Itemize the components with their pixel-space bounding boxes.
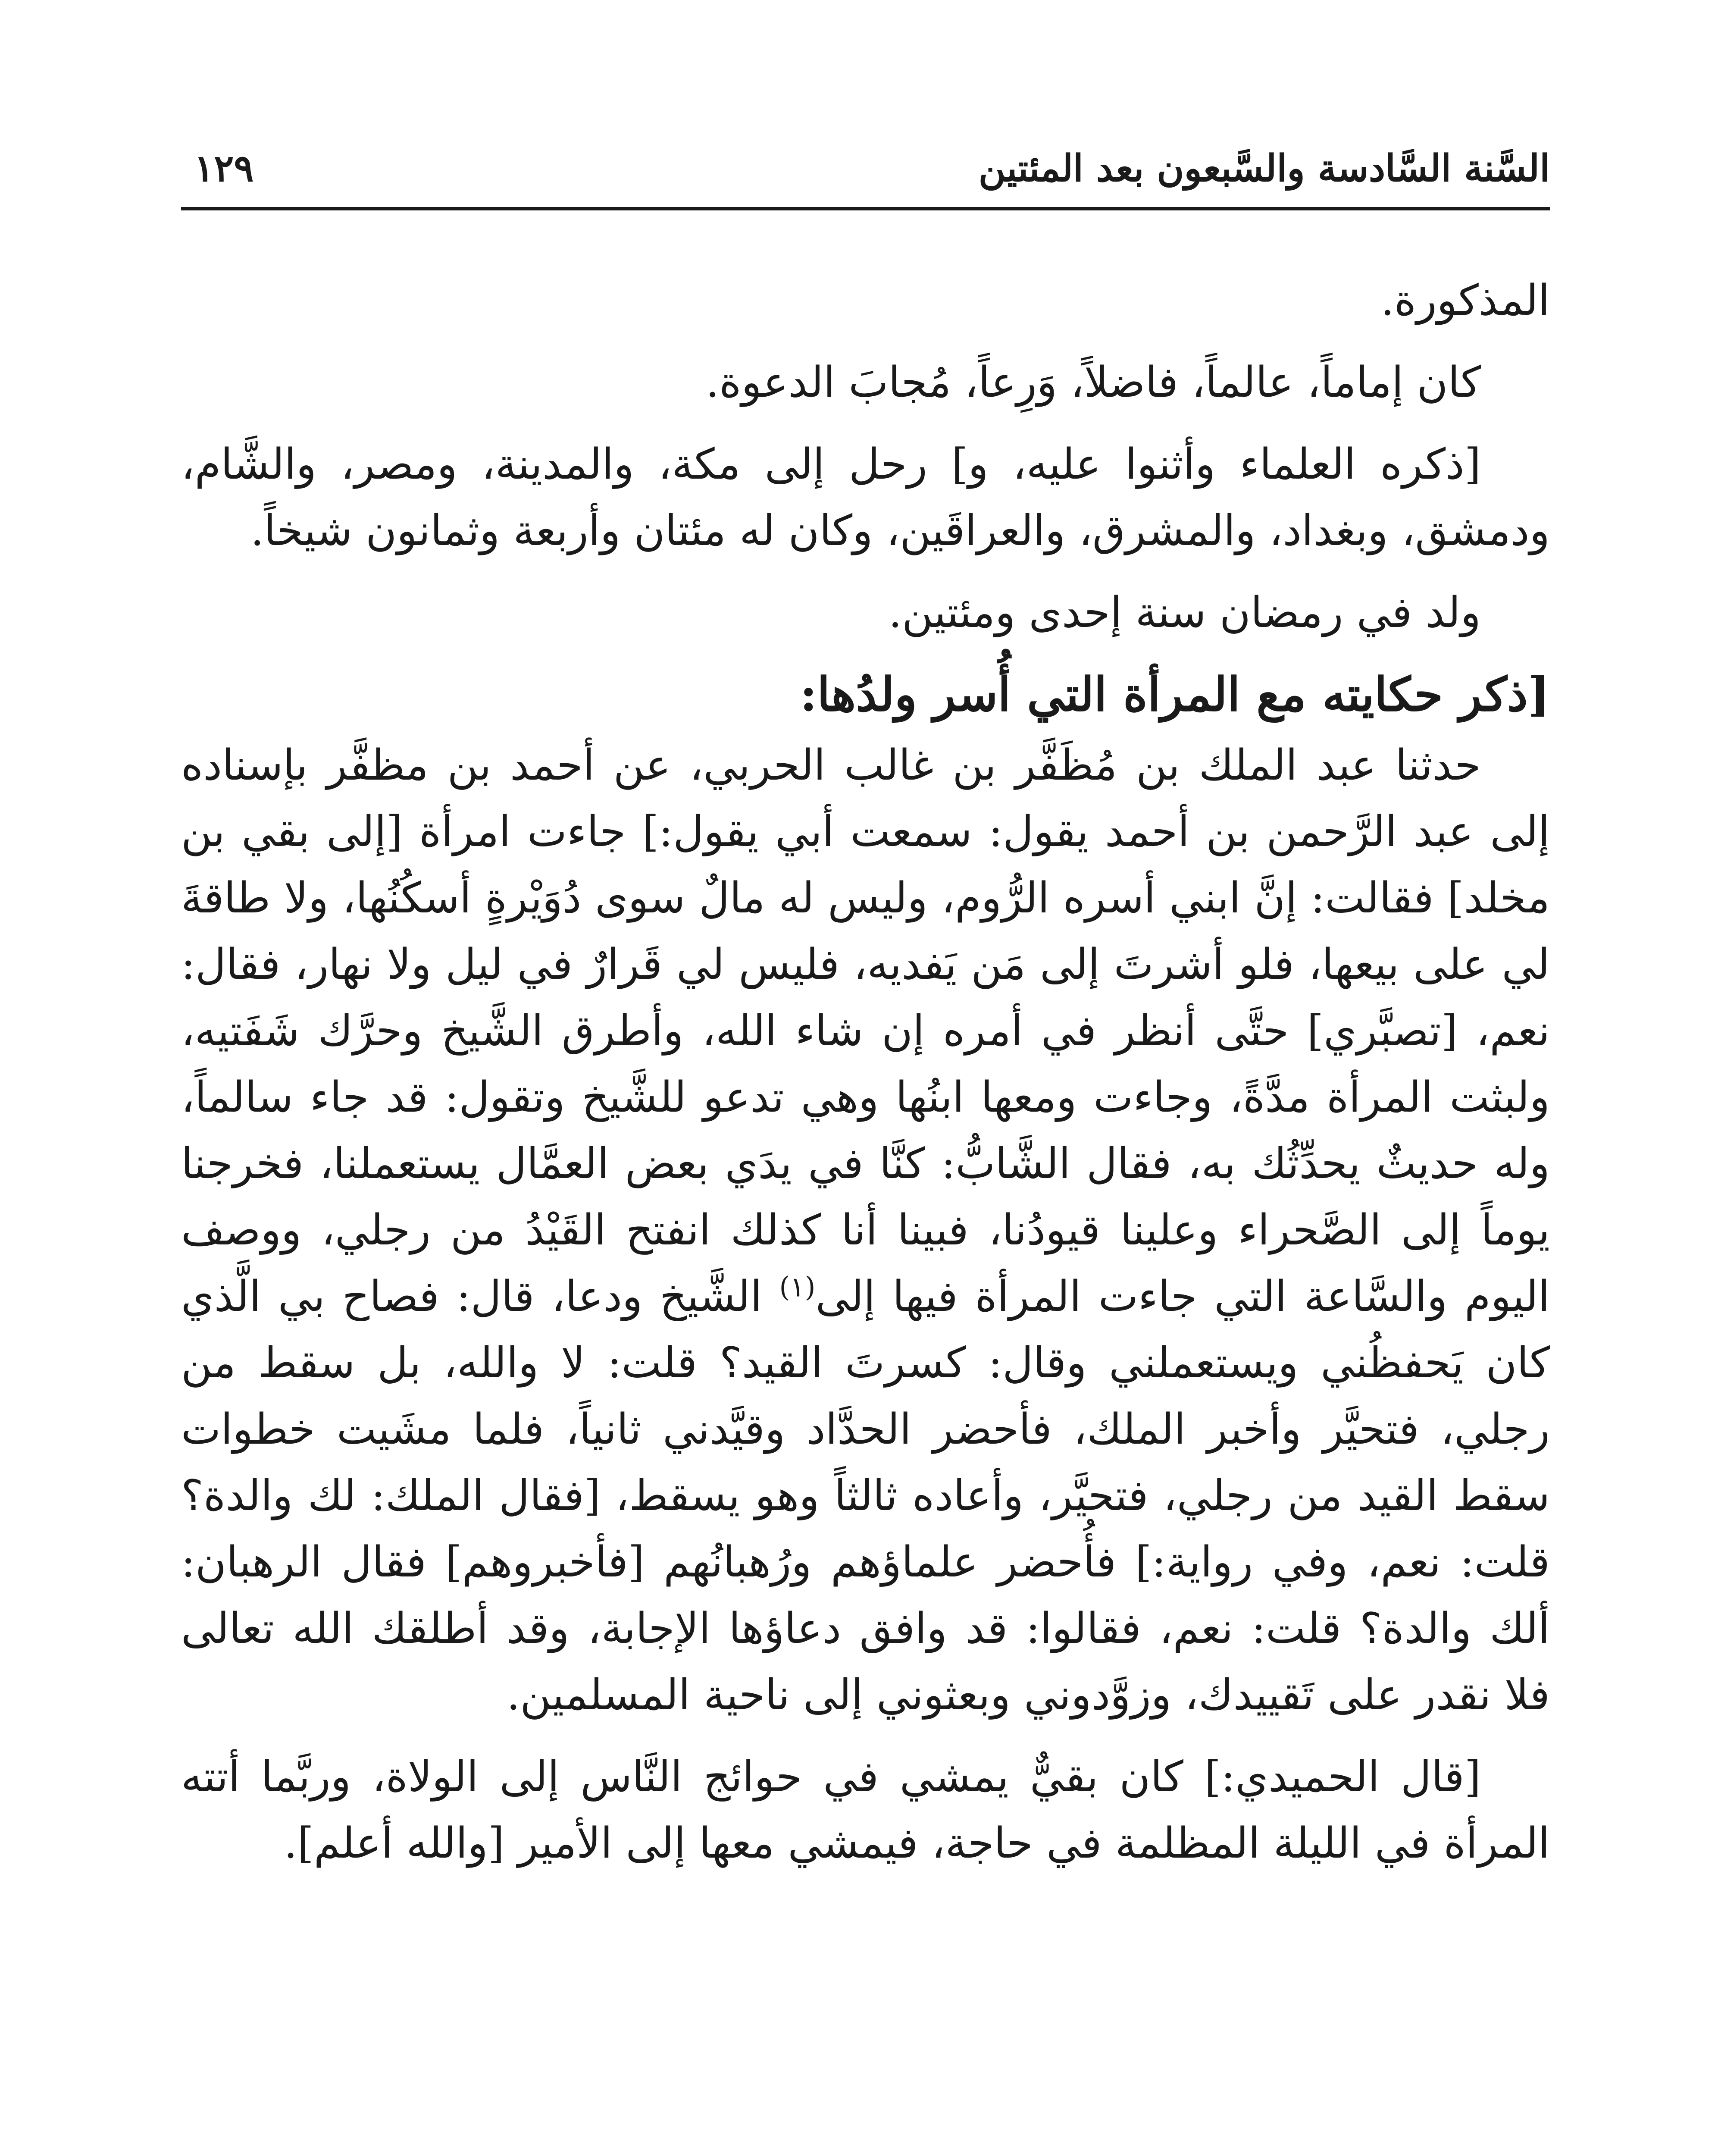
running-title: السَّنة السَّادسة والسَّبعون بعد المئتين [978, 147, 1550, 190]
paragraph-5-continuation: الشَّيخ ودعا، قال: فصاح بي الَّذي كان يَحفظُني ويستعملني وقال: كسرتَ القيد؟ قلت: لا والله، بل سقط من رجلي، فتحيَّر وأخبر الملك، فأحضر الحدَّاد وقيَّدني ثانياً، فلما مشَيت خطوات سقط القيد من رجلي، فتحيَّر، وأعاده ثالثاً وهو يسقط، [فقال الملك: لك والدة؟ قلت: نعم، وفي رواية:] فأُحضر علماؤهم ورُهبانُهم [فأخبروهم] فقال الرهبان: ألك والدة؟ قلت: نعم، فقالوا: قد وافق دعاؤها الإجابة، وقد أطلقك الله تعالى فلا نقدر على تَقييدك، وزوَّدوني وبعثوني إلى ناحية المسلمين. [181, 1272, 1550, 1720]
paragraph-1: المذكورة. [1380, 276, 1550, 325]
paragraph-5-text: حدثنا عبد الملك بن مُظَفَّر بن غالب الحربي، عن أحمد بن مظفَّر بإسناده إلى عبد الرَّحمن بن أحمد يقول: سمعت أبي يقول:] جاءت امرأة [إلى بقي بن مخلد] فقالت: إنَّ ابني أسره الرُّوم، وليس له مالٌ سوى دُوَيْرةٍ أسكُنُها، ولا طاقةَ لي على بيعها، فلو أشرتَ إلى مَن يَفديه، فليس لي قَرارٌ في ليل ولا نهار، فقال: نعم، [تصبَّري] حتَّى أنظر في أمره إن شاء الله، وأطرق الشَّيخ وحرَّك شَفَتيه، ولبثت المرأة مدَّةً، وجاءت ومعها ابنُها وهي تدعو للشَّيخ وتقول: قد جاء سالماً، وله حديثٌ يحدِّثُك به، فقال الشَّابُّ: كنَّا في يدَي بعض العمَّال يستعملنا، فخرجنا يوماً إلى الصَّحراء وعلينا قيودُنا، فبينا أنا كذلك انفتح القَيْدُ من رجلي، ووصف اليوم والسَّاعة التي جاءت المرأة فيها إلى [181, 741, 1550, 1321]
paragraph-3: [ذكره العلماء وأثنوا عليه، و] رحل إلى مكة، والمدينة، ومصر، والشَّام، ودمشق، وبغداد، والمشرق، والعراقَين، وكان له مئتان وأربعة وثمانون شيخاً. [181, 440, 1550, 555]
paragraph-6: [قال الحميدي:] كان بقيٌّ يمشي في حوائج النَّاس إلى الولاة، وربَّما أتته المرأة في الليلة المظلمة في حاجة، فيمشي معها إلى الأمير [والله أعلم]. [181, 1752, 1550, 1868]
footnote-reference[interactable]: (١) [779, 1271, 816, 1304]
paragraph-5 [181, 732, 1550, 1728]
paragraph-2: كان إماماً، عالماً، فاضلاً، وَرِعاً، مُجابَ الدعوة. [706, 358, 1481, 407]
main-text [181, 267, 1550, 1892]
paragraph-4: ولد في رمضان سنة إحدى ومئتين. [888, 588, 1481, 637]
page-header [181, 138, 1550, 210]
page-number: ١٢٩ [194, 147, 254, 190]
section-heading: [ذكر حكايته مع المرأة التي أُسر ولدُها: [800, 667, 1550, 722]
